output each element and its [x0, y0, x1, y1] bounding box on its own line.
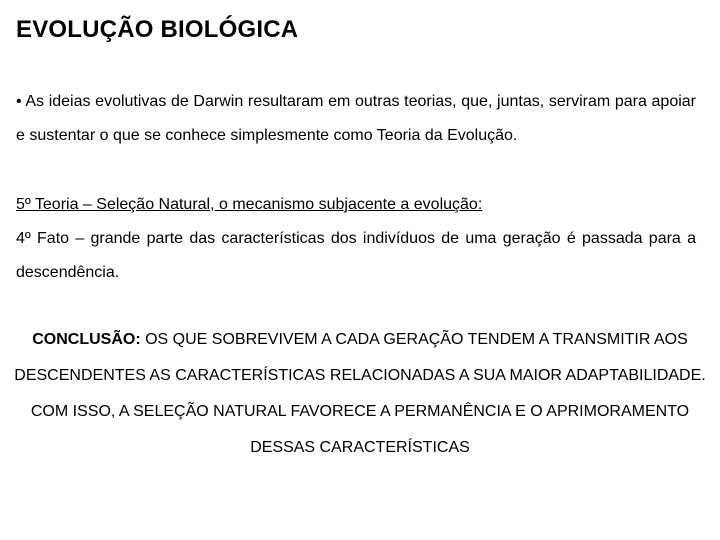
slide-title: EVOLUÇÃO BIOLÓGICA: [16, 16, 299, 43]
conclusion-label: CONCLUSÃO:: [32, 331, 141, 348]
paragraph-fact-4: 4º Fato – grande parte das características dos indivíduos de uma geração é passada para a descendência.: [16, 230, 696, 281]
paragraph-natural-selection-theory: [16, 188, 696, 222]
conclusion-block: [14, 322, 706, 466]
conclusion-text: OS QUE SOBREVIVEM A CADA GERAÇÃO TENDEM A TRANSMITIR AOS DESCENDENTES AS CARACTERÍSTICAS RELACIONADAS A SUA MAIOR ADAPTABILIDADE. COM ISSO, A SELEÇÃO NATURAL FAVORECE A PERMANÊNCIA E O APRIMORAMENTO DESSAS CARACTERÍSTICAS: [14, 331, 706, 456]
paragraph-darwin-theories: • As ideias evolutivas de Darwin resultaram em outras teorias, que, juntas, serviram para apoiar e sustentar o que se conhece simplesmente como Teoria da Evolução.: [16, 93, 696, 144]
natural-selection-heading: 5º Teoria – Seleção Natural, o mecanismo subjacente a evolução:: [16, 196, 483, 213]
